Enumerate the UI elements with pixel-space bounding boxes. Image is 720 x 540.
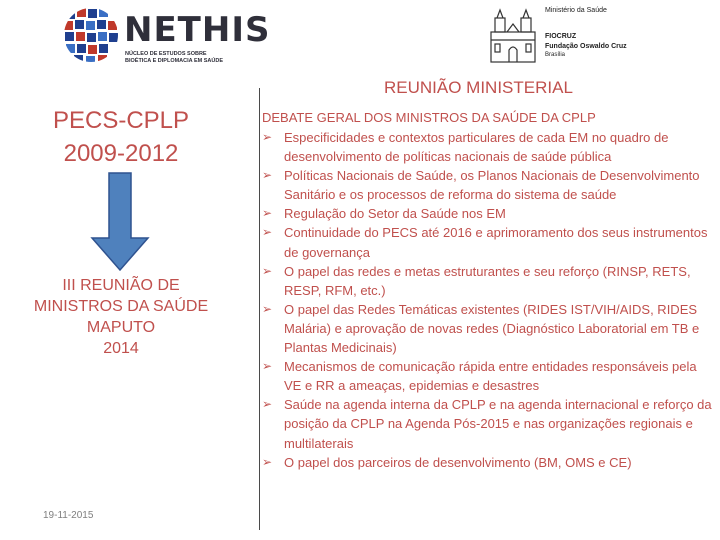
meeting-info: [20, 275, 222, 359]
list-item: [262, 166, 712, 204]
program-period: 2009-2012: [63, 140, 179, 167]
ministry-lines: [545, 32, 627, 61]
list-item-text: Regulação do Setor da Saúde nos EM: [284, 206, 506, 222]
chevron-right-icon: ➢: [262, 301, 273, 316]
list-item: [262, 204, 712, 223]
list-item: [262, 262, 712, 300]
program-title: [30, 104, 212, 170]
topic-list: [262, 128, 712, 472]
list-item-text: Continuidade do PECS até 2016 e aprimoramento dos seus instrumentos de governança: [284, 225, 708, 260]
chevron-right-icon: ➢: [262, 206, 273, 221]
meeting-line: MINISTROS DA SAÚDE: [33, 298, 209, 315]
list-item-text: O papel das Redes Temáticas existentes (RIDES IST/VIH/AIDS, RIDES Malária) e aprovação de novas redes (Diagnóstico Laboratorial em TB e Plantas Medicinais): [284, 301, 700, 356]
chevron-right-icon: ➢: [262, 454, 273, 469]
nethis-subtitle: [125, 51, 223, 64]
nethis-logo: [62, 6, 271, 66]
list-item: [262, 357, 712, 395]
meeting-location: MAPUTO: [86, 319, 156, 336]
list-item-text: O papel dos parceiros de desenvolvimento (BM, OMS e CE): [284, 454, 632, 470]
chevron-right-icon: ➢: [262, 263, 273, 278]
nethis-globe-icon: [62, 6, 120, 64]
ministry-line-foundation: Fundação Oswaldo Cruz: [545, 42, 627, 50]
nethis-subtitle-line: NÚCLEO DE ESTUDOS SOBRE: [125, 51, 207, 57]
meeting-year: 2014: [103, 340, 139, 357]
list-item-text: Saúde na agenda interna da CPLP e na agenda internacional e reforço da posição da CPLP na Agenda Pós-2015 e nas organizações regionais e multilaterais: [284, 397, 712, 451]
program-name: PECS-CPLP: [52, 107, 190, 134]
chevron-right-icon: ➢: [262, 397, 273, 412]
fiocruz-building-icon: [485, 4, 541, 64]
ministry-fiocruz-logo: [485, 2, 655, 68]
chevron-right-icon: ➢: [262, 168, 273, 183]
list-item: [262, 223, 712, 261]
list-item-text: Especificidades e contextos particulares de cada EM no quadro de desenvolvimento de políticas nacionais de saúde pública: [284, 130, 669, 165]
chevron-right-icon: ➢: [262, 130, 273, 144]
list-item: [262, 300, 712, 357]
nethis-subtitle-line: BIOÉTICA E DIPLOMACIA EM SAÚDE: [125, 57, 223, 64]
meeting-line: III REUNIÃO DE: [62, 277, 180, 294]
chevron-right-icon: ➢: [262, 359, 273, 374]
list-item-text: Mecanismos de comunicação rápida entre entidades responsáveis pela VE e RR a ameaças, epidemias e desastres: [284, 359, 697, 394]
vertical-divider: [259, 88, 260, 530]
list-item: [262, 453, 712, 472]
list-item-text: Políticas Nacionais de Saúde, os Planos Nacionais de Desenvolvimento Sanitário e os processos de reforma do sistema de saúde: [284, 168, 700, 203]
nethis-name: NETHIS: [124, 10, 271, 50]
debate-heading: DEBATE GERAL DOS MINISTROS DA SAÚDE DA CPLP: [262, 110, 596, 125]
arrow-down-icon: [90, 172, 150, 272]
list-item: [262, 128, 712, 166]
slide-date: 19-11-2015: [43, 510, 94, 521]
list-item-text: O papel das redes e metas estruturantes e seu reforço (RINSP, RETS, RESP, RFM, etc.): [284, 263, 691, 298]
ministry-line-city: Brasília: [545, 52, 566, 58]
ministry-line-fiocruz: FIOCRUZ: [545, 33, 577, 40]
ministry-title: Ministério da Saúde: [545, 7, 607, 14]
chevron-right-icon: ➢: [262, 225, 273, 240]
slide-title: REUNIÃO MINISTERIAL: [384, 78, 573, 97]
list-item: [262, 395, 712, 452]
